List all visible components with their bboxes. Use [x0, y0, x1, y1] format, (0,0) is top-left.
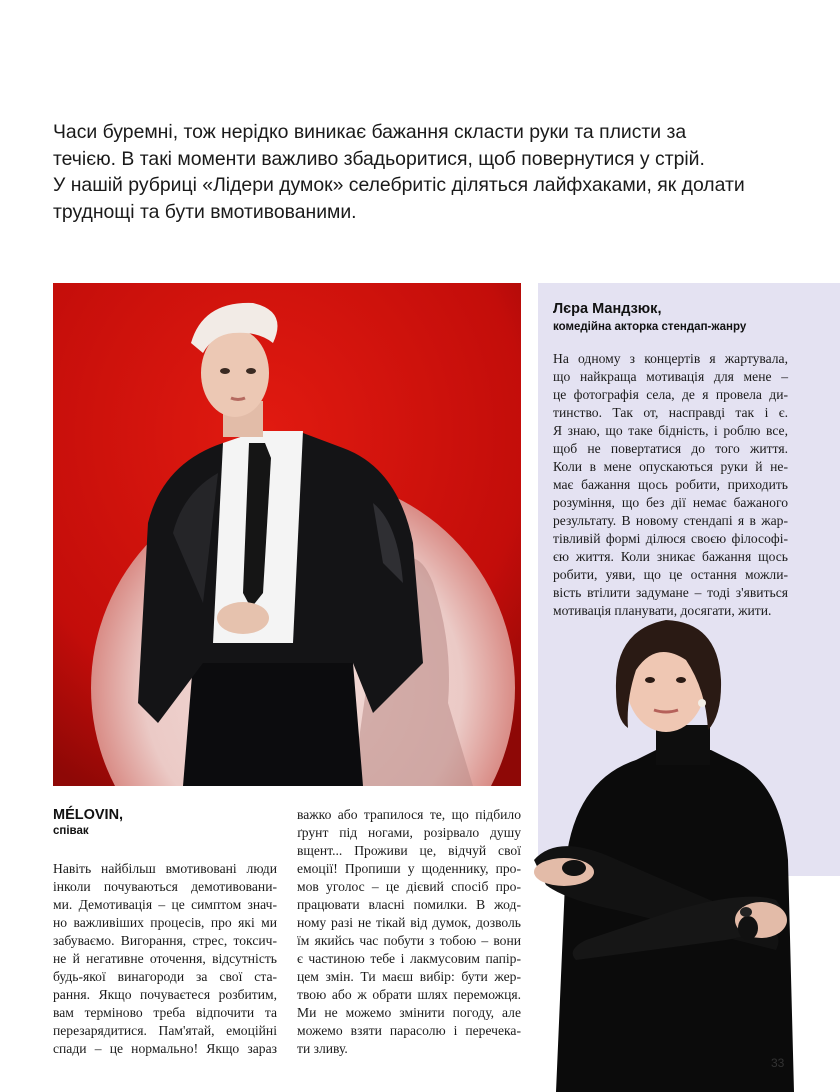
text-line: ґрунт під ногами, розірвало душу	[297, 825, 521, 840]
text-line: емоції! Пропиши у щоденнику, про-	[297, 861, 521, 876]
text-line: їм якийсь час побути з тобою – вони	[297, 933, 521, 948]
text-line: цем змін. Ти маєш вибір: бути жер-	[297, 969, 521, 984]
lera-photo	[526, 610, 840, 1092]
text-line: но важливіших процесів, про які ми	[53, 915, 277, 930]
text-line: будь-якої винагороди за свої ста-	[53, 969, 277, 984]
text-line: спади – це нормально! Якщо зараз	[53, 1041, 277, 1056]
text-line: мов уголос – це дієвий спосіб про-	[297, 879, 521, 894]
text-line: твою або ж обрати шлях переможця.	[297, 987, 521, 1002]
text-line: можемо взяти парасолю і перечека-	[297, 1023, 521, 1038]
intro-paragraph	[53, 119, 753, 225]
text-line: забуваємо. Вигорання, стрес, токсич-	[53, 933, 277, 948]
text-line: перезарядитися. Пам'ятай, емоційні	[53, 1023, 277, 1038]
text-line: важко або трапилося те, що підбило	[297, 807, 521, 822]
intro-line: У нашій рубриці «Лідери думок» селебритіс діляться лайфхаками, як долати	[53, 174, 745, 196]
text-line: єю життя. Коли зникає бажання щось	[553, 549, 788, 564]
text-line: вам терміново треба відпочити та	[53, 1005, 277, 1020]
melovin-photo	[53, 283, 521, 786]
text-line: Я знаю, що таке бідність, і роблю все,	[553, 423, 788, 438]
melovin-column-2	[297, 806, 521, 1058]
text-line: результату. В новому стендапі я в жар-	[553, 513, 788, 528]
melovin-role: співак	[53, 825, 89, 837]
page-number: 33	[771, 1056, 785, 1070]
lera-quote	[553, 350, 788, 620]
intro-line: труднощі та бути вмотивованими.	[53, 200, 357, 223]
text-line: інколи почуваються демотивовани-	[53, 879, 277, 894]
text-line: розуміння, що без дії немає бажаного	[553, 495, 788, 510]
text-line: тинство. Так от, насправді так і є.	[553, 405, 788, 420]
text-line: це фотографія села, де я провела ди-	[553, 387, 788, 402]
text-line: мотивація планувати, досягати, жити.	[553, 603, 772, 618]
melovin-column-1	[53, 860, 277, 1058]
text-line: ти зливу.	[297, 1041, 348, 1056]
text-line: вщент... Проживи це, відчуй свої	[297, 843, 521, 858]
text-line: працювати власні помилки. В жод-	[297, 897, 521, 912]
intro-line: Часи буремні, тож нерідко виникає бажання скласти руки та плисти за	[53, 121, 687, 143]
text-line: вість втілити задумане – тоді з'явиться	[553, 585, 788, 600]
text-line: Ми не можемо змінити погоду, але	[297, 1005, 521, 1020]
text-line: є частиною тебе і лакмусовим папір-	[297, 951, 521, 966]
text-line: Навіть найбільш вмотивовані люди	[53, 861, 277, 876]
text-line: На одному з концертів я жартувала,	[553, 351, 788, 366]
melovin-name: MÉLOVIN,	[53, 807, 124, 823]
text-line: щоб не повертатися до того життя.	[553, 441, 788, 456]
text-line: ному разі не тікай від думок, дозволь	[297, 915, 521, 930]
text-line: рання. Якщо почуваєтеся розбитим,	[53, 987, 277, 1002]
text-line: ми. Демотивація – це симптом знач-	[53, 897, 277, 912]
text-line: тівливій формі ділюся своєю філософі-	[553, 531, 788, 546]
lera-name: Лєра Мандзюк,	[553, 301, 662, 317]
text-line: Коли в мене опускаються руки й не-	[553, 459, 788, 474]
text-line: не й негативне оточення, відсутність	[53, 951, 277, 966]
intro-line: течією. В такі моменти важливо збадьоритися, щоб повернутися у стрій.	[53, 147, 705, 170]
text-line: має бажання щось робити, приходить	[553, 477, 788, 492]
lera-role: комедійна акторка стендап-жанру	[553, 321, 747, 333]
text-line: що найкраща мотивація для мене –	[553, 369, 788, 384]
text-line: робити, уяви, що це остання можли-	[553, 567, 788, 582]
